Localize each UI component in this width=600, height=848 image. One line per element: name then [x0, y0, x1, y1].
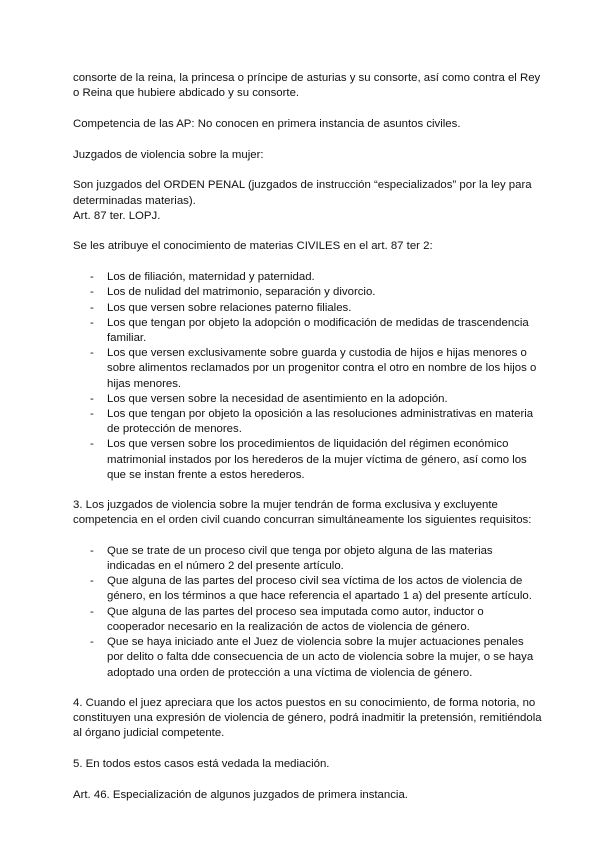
- paragraph-competencia-ap: Competencia de las AP: No conocen en primera instancia de asuntos civiles.: [73, 117, 461, 130]
- list-item-text: Que alguna de las partes del proceso sea imputada como autor, inductor o cooperador necesario en la realización de actos de violencia de género.: [107, 605, 484, 633]
- list-item-text: Los que tengan por objeto la oposición a las resoluciones administrativas en materia de protección de menores.: [107, 407, 534, 436]
- list-item-text: Los que versen sobre los procedimientos de liquidación del régimen económico matrimonial instados por los herederos de la mujer víctima de género, así como los que se instan frente a estos herederos.: [107, 438, 527, 481]
- list-item: [73, 301, 543, 316]
- paragraph-materias-civiles: Se les atribuye el conocimiento de materias CIVILES en el art. 87 ter 2:: [73, 240, 433, 253]
- bullet-dash: -: [90, 605, 94, 618]
- heading-juzgados-violencia: Juzgados de violencia sobre la mujer:: [73, 148, 264, 161]
- bullet-dash: -: [90, 544, 94, 557]
- paragraph-art-87-ter: Art. 87 ter. LOPJ.: [73, 209, 161, 222]
- list-materias-civiles: [73, 270, 543, 483]
- bullet-dash: -: [90, 301, 94, 314]
- paragraph-art-46: Art. 46. Especialización de algunos juzgados de primera instancia.: [73, 788, 408, 801]
- list-item: [73, 270, 543, 285]
- bullet-dash: -: [90, 347, 94, 360]
- list-item: [73, 346, 543, 392]
- bullet-dash: -: [90, 392, 94, 405]
- list-item: [73, 544, 543, 574]
- list-item: [73, 285, 543, 300]
- list-item-text: Que alguna de las partes del proceso civil sea víctima de los actos de violencia de género, en los términos a que hace referencia el apartado 1 a) del presente artículo.: [107, 575, 532, 603]
- list-item-text: Los que tengan por objeto la adopción o modificación de medidas de trascendencia familiar.: [107, 316, 529, 344]
- bullet-dash: -: [90, 286, 94, 299]
- bullet-dash: -: [90, 636, 94, 649]
- paragraph-requisitos: 3. Los juzgados de violencia sobre la mujer tendrán de forma exclusiva y excluyente competencia en el orden civil cuando concurran simultáneamente los siguientes requisitos:: [73, 498, 532, 527]
- list-item-text: Los que versen exclusivamente sobre guarda y custodia de hijos e hijas menores o sobre alimentos reclamados por un progenitor contra el otro en nombre de los hijos o hijas menores.: [107, 347, 537, 390]
- list-item-text: Que se haya iniciado ante el Juez de violencia sobre la mujer actuaciones penales por delito o falta dde consecuencia de un acto de violencia sobre la mujer, o se haya adoptado una orden de protección a una víctima de violencia de género.: [107, 636, 534, 679]
- list-item: [73, 316, 543, 346]
- list-item: [73, 392, 543, 407]
- list-item-text: Los de filiación, maternidad y paternidad.: [107, 271, 315, 284]
- bullet-dash: -: [90, 575, 94, 588]
- paragraph-mediacion: 5. En todos estos casos está vedada la mediación.: [73, 757, 330, 770]
- list-requisitos: [73, 544, 543, 681]
- list-item-text: Los que versen sobre relaciones paterno filiales.: [107, 301, 352, 314]
- list-item-text: Los que versen sobre la necesidad de asentimiento en la adopción.: [107, 392, 448, 405]
- list-item-text: Que se trate de un proceso civil que tenga por objeto alguna de las materias indicadas en el número 2 del presente artículo.: [107, 544, 493, 573]
- paragraph-orden-penal: Son juzgados del ORDEN PENAL (juzgados de instrucción “especializados” por la ley para determinadas materias).: [73, 179, 532, 207]
- bullet-dash: -: [90, 271, 94, 284]
- paragraph-consorte: consorte de la reina, la princesa o príncipe de asturias y su consorte, así como contra el Rey o Reina que hubiere abdicado y su consorte.: [73, 72, 541, 100]
- list-item: [73, 437, 543, 483]
- document-body: [73, 71, 543, 803]
- list-item: [73, 635, 543, 681]
- bullet-dash: -: [90, 438, 94, 451]
- list-item: [73, 605, 543, 635]
- paragraph-juez-inadmitir: 4. Cuando el juez apreciara que los actos puestos en su conocimiento, de forma notoria, no constituyen una expresión de violencia de género, podrá inadmitir la pretensión, remitiéndola al órgano judicial competente.: [73, 696, 542, 740]
- list-item-text: Los de nulidad del matrimonio, separación y divorcio.: [107, 286, 376, 299]
- list-item: [73, 574, 543, 604]
- list-item: [73, 407, 543, 437]
- bullet-dash: -: [90, 407, 94, 420]
- bullet-dash: -: [90, 316, 94, 329]
